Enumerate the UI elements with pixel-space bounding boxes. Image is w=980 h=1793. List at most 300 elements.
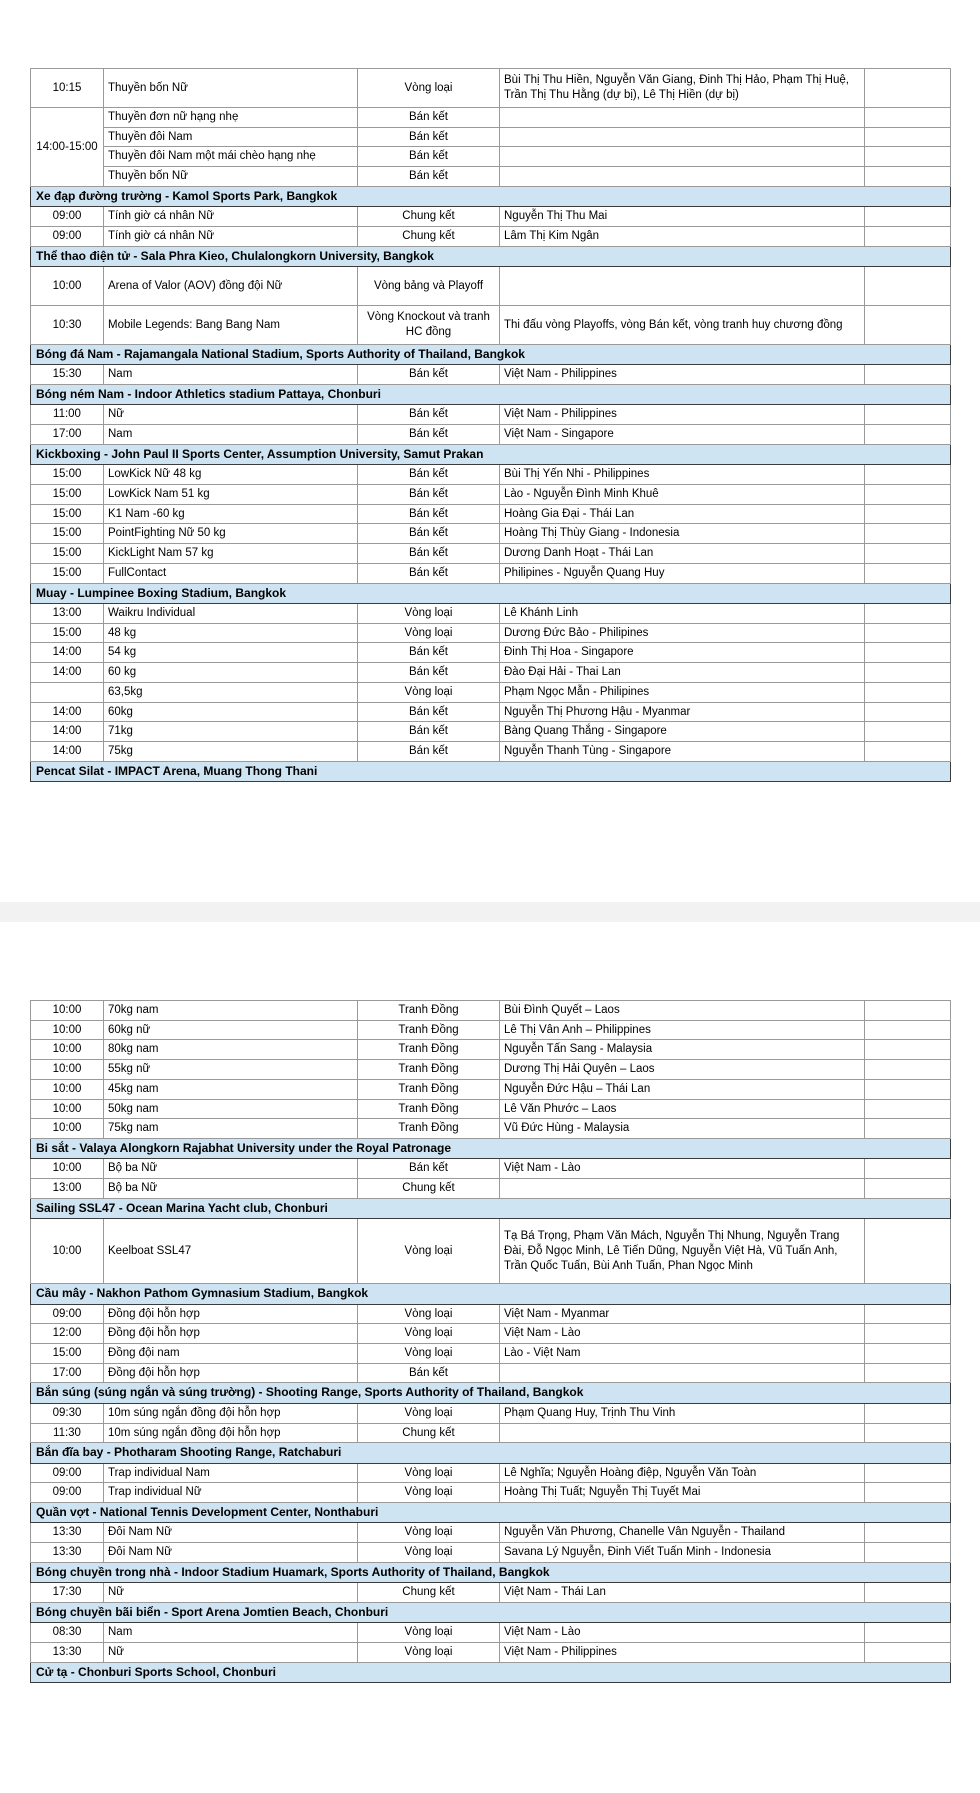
cell-event: 60 kg [104,663,358,683]
cell-time: 14:00 [31,663,104,683]
cell-detail: Bùi Đình Quyết – Laos [500,1001,865,1021]
section-header-row [31,444,951,464]
cell-detail: Hoàng Thị Thùy Giang - Indonesia [500,524,865,544]
section-header-row [31,1198,951,1218]
cell-round: Bán kết [358,663,500,683]
cell-time: 17:00 [31,425,104,445]
page-break-band [0,902,980,922]
page-break-gap-top [0,782,980,902]
cell-extra [865,1304,951,1324]
cell-time: 13:00 [31,1179,104,1199]
schedule-row [31,1543,951,1563]
schedule-row [31,1219,951,1284]
cell-time: 10:15 [31,69,104,108]
cell-event: Tính giờ cá nhân Nữ [104,226,358,246]
cell-extra [865,1363,951,1383]
cell-round: Bán kết [358,1159,500,1179]
section-header-row [31,186,951,206]
cell-time: 13:00 [31,603,104,623]
schedule-row [31,147,951,167]
section-header-row [31,246,951,266]
schedule-row [31,1304,951,1324]
cell-extra [865,1523,951,1543]
cell-round: Bán kết [358,722,500,742]
schedule-row [31,1040,951,1060]
cell-round: Vòng bảng và Playoff [358,267,500,306]
cell-extra [865,1583,951,1603]
cell-extra [865,425,951,445]
cell-extra [865,1423,951,1443]
schedule-row [31,1423,951,1443]
cell-time: 13:30 [31,1523,104,1543]
cell-detail: Bùi Thị Thu Hiền, Nguyễn Văn Giang, Đinh Thị Hảo, Phạm Thị Huệ, Trần Thị Thu Hằng (dự bị), Lê Thị Hiền (dự bị) [500,69,865,108]
cell-time: 15:00 [31,1344,104,1364]
cell-round: Tranh Đồng [358,1060,500,1080]
cell-round: Bán kết [358,741,500,761]
cell-extra [865,127,951,147]
section-header-row [31,1383,951,1403]
schedule-row [31,1159,951,1179]
schedule-row [31,1060,951,1080]
cell-round: Vòng loại [358,1623,500,1643]
cell-event: 10m súng ngắn đồng đội hỗn hợp [104,1423,358,1443]
cell-extra [865,1324,951,1344]
schedule-table-1-wrap [0,68,980,782]
section-header-title: Sailing SSL47 - Ocean Marina Yacht club, Chonburi [31,1198,951,1218]
section-header-row [31,1284,951,1304]
cell-event: Bộ ba Nữ [104,1179,358,1199]
schedule-row [31,623,951,643]
schedule-row [31,1324,951,1344]
cell-time: 09:00 [31,226,104,246]
cell-time: 08:30 [31,1623,104,1643]
cell-detail [500,167,865,187]
cell-extra [865,1119,951,1139]
cell-detail [500,147,865,167]
cell-extra [865,405,951,425]
cell-detail: Nguyễn Văn Phương, Chanelle Vân Nguyễn - Thailand [500,1523,865,1543]
cell-extra [865,563,951,583]
cell-extra [865,306,951,345]
cell-detail: Hoàng Thị Tuất; Nguyễn Thị Tuyết Mai [500,1483,865,1503]
cell-round: Vòng loại [358,69,500,108]
section-header-title: Pencat Silat - IMPACT Arena, Muang Thong Thani [31,761,951,781]
cell-event: Nam [104,425,358,445]
cell-round: Vòng loại [358,1344,500,1364]
cell-time [31,682,104,702]
cell-time: 10:00 [31,1020,104,1040]
schedule-row [31,207,951,227]
schedule-row [31,226,951,246]
cell-detail: Phạm Quang Huy, Trịnh Thu Vinh [500,1403,865,1423]
section-header-title: Quần vợt - National Tennis Development Center, Nonthaburi [31,1503,951,1523]
cell-time: 15:30 [31,365,104,385]
cell-time: 10:00 [31,1219,104,1284]
schedule-row [31,1583,951,1603]
cell-round: Vòng loại [358,1643,500,1663]
cell-event: Tính giờ cá nhân Nữ [104,207,358,227]
cell-extra [865,465,951,485]
cell-extra [865,663,951,683]
cell-detail [500,1363,865,1383]
cell-round: Vòng loại [358,1543,500,1563]
cell-extra [865,1219,951,1284]
cell-detail: Dương Đức Bảo - Philipines [500,623,865,643]
cell-event: 63,5kg [104,682,358,702]
cell-detail: Nguyễn Thị Thu Mai [500,207,865,227]
cell-time: 10:00 [31,1159,104,1179]
cell-extra [865,623,951,643]
cell-round: Bán kết [358,1363,500,1383]
schedule-row [31,741,951,761]
cell-event: FullContact [104,563,358,583]
cell-extra [865,69,951,108]
cell-time: 10:00 [31,1060,104,1080]
schedule-table-2-body [31,1001,951,1683]
cell-extra [865,1001,951,1021]
cell-detail: Nguyễn Tấn Sang - Malaysia [500,1040,865,1060]
cell-event: LowKick Nữ 48 kg [104,465,358,485]
cell-event: Thuyền đôi Nam một mái chèo hạng nhẹ [104,147,358,167]
cell-event: Đôi Nam Nữ [104,1523,358,1543]
cell-round: Bán kết [358,544,500,564]
cell-event: 55kg nữ [104,1060,358,1080]
cell-event: 48 kg [104,623,358,643]
cell-round: Vòng loại [358,1324,500,1344]
cell-round: Bán kết [358,524,500,544]
schedule-row [31,484,951,504]
schedule-row [31,524,951,544]
cell-detail: Hoàng Gia Đại - Thái Lan [500,504,865,524]
cell-round: Bán kết [358,405,500,425]
schedule-row [31,1099,951,1119]
section-header-row [31,1662,951,1682]
page-break-gap-bottom [0,922,980,1000]
cell-extra [865,1020,951,1040]
cell-detail: Lê Nghĩa; Nguyễn Hoàng điệp, Nguyễn Văn Toàn [500,1463,865,1483]
cell-extra [865,524,951,544]
cell-event: 60kg nữ [104,1020,358,1040]
cell-round: Chung kết [358,1179,500,1199]
cell-detail: Dương Danh Hoạt - Thái Lan [500,544,865,564]
cell-time: 10:00 [31,1040,104,1060]
cell-extra [865,1179,951,1199]
cell-extra [865,1060,951,1080]
schedule-row [31,1179,951,1199]
section-header-row [31,583,951,603]
cell-detail: Việt Nam - Lào [500,1159,865,1179]
cell-extra [865,682,951,702]
schedule-row [31,1119,951,1139]
cell-round: Chung kết [358,1423,500,1443]
schedule-row [31,1001,951,1021]
section-header-title: Bóng chuyền bãi biển - Sport Arena Jomtien Beach, Chonburi [31,1602,951,1622]
cell-time: 10:30 [31,306,104,345]
cell-round: Tranh Đồng [358,1001,500,1021]
cell-extra [865,226,951,246]
cell-round: Vòng Knockout và tranh HC đồng [358,306,500,345]
schedule-row [31,267,951,306]
cell-time: 15:00 [31,484,104,504]
cell-round: Tranh Đồng [358,1119,500,1139]
cell-time: 11:00 [31,405,104,425]
schedule-row [31,1643,951,1663]
cell-extra [865,1623,951,1643]
cell-detail: Bàng Quang Thắng - Singapore [500,722,865,742]
cell-event: Nam [104,1623,358,1643]
cell-event: Thuyền bốn Nữ [104,69,358,108]
schedule-row [31,108,951,128]
cell-time: 14:00 [31,741,104,761]
cell-extra [865,1079,951,1099]
cell-extra [865,108,951,128]
cell-detail: Thi đấu vòng Playoffs, vòng Bán kết, vòng tranh huy chương đồng [500,306,865,345]
cell-extra [865,1040,951,1060]
cell-time: 10:00 [31,1119,104,1139]
cell-time: 15:00 [31,504,104,524]
cell-event: Đôi Nam Nữ [104,1543,358,1563]
cell-round: Bán kết [358,504,500,524]
cell-round: Vòng loại [358,1523,500,1543]
cell-round: Tranh Đồng [358,1020,500,1040]
cell-time: 11:30 [31,1423,104,1443]
cell-event: 10m súng ngắn đồng đội hỗn hợp [104,1403,358,1423]
cell-round: Tranh Đồng [358,1079,500,1099]
schedule-row [31,682,951,702]
cell-time: 10:00 [31,1079,104,1099]
cell-time: 10:00 [31,1099,104,1119]
cell-event: Nữ [104,1643,358,1663]
section-header-title: Bóng ném Nam - Indoor Athletics stadium Pattaya, Chonburi [31,385,951,405]
section-header-title: Muay - Lumpinee Boxing Stadium, Bangkok [31,583,951,603]
cell-extra [865,1643,951,1663]
cell-time: 09:30 [31,1403,104,1423]
cell-event: Đồng đội nam [104,1344,358,1364]
schedule-row [31,1523,951,1543]
cell-extra [865,1099,951,1119]
section-header-row [31,1562,951,1582]
section-header-row [31,345,951,365]
cell-extra [865,722,951,742]
schedule-table-2 [30,1000,951,1683]
cell-detail: Lào - Nguyễn Đình Minh Khuê [500,484,865,504]
section-header-title: Bắn súng (súng ngắn và súng trường) - Shooting Range, Sports Authority of Thailand, Bangkok [31,1383,951,1403]
section-header-title: Bắn đĩa bay - Photharam Shooting Range, Ratchaburi [31,1443,951,1463]
cell-event: Thuyền bốn Nữ [104,167,358,187]
cell-time: 09:00 [31,1463,104,1483]
cell-extra [865,702,951,722]
cell-event: Nữ [104,405,358,425]
schedule-row [31,504,951,524]
cell-round: Vòng loại [358,1483,500,1503]
schedule-row [31,306,951,345]
cell-extra [865,267,951,306]
cell-event: 54 kg [104,643,358,663]
cell-round: Bán kết [358,702,500,722]
cell-detail: Philipines - Nguyễn Quang Huy [500,563,865,583]
cell-round: Vòng loại [358,1463,500,1483]
section-header-row [31,385,951,405]
cell-event: 60kg [104,702,358,722]
schedule-row [31,127,951,147]
cell-event: K1 Nam -60 kg [104,504,358,524]
cell-detail: Đào Đại Hải - Thai Lan [500,663,865,683]
cell-event: Thuyền đôi Nam [104,127,358,147]
schedule-row [31,425,951,445]
cell-event: Đồng đội hỗn hợp [104,1363,358,1383]
cell-detail: Việt Nam - Thái Lan [500,1583,865,1603]
section-header-row [31,1602,951,1622]
cell-detail: Đinh Thị Hoa - Singapore [500,643,865,663]
cell-detail: Nguyễn Đức Hậu – Thái Lan [500,1079,865,1099]
schedule-row [31,643,951,663]
section-header-title: Bóng đá Nam - Rajamangala National Stadium, Sports Authority of Thailand, Bangkok [31,345,951,365]
cell-event: LowKick Nam 51 kg [104,484,358,504]
cell-time: 17:00 [31,1363,104,1383]
schedule-row [31,603,951,623]
cell-event: 45kg nam [104,1079,358,1099]
cell-detail: Bùi Thị Yến Nhi - Philippines [500,465,865,485]
cell-extra [865,1463,951,1483]
cell-event: Waikru Individual [104,603,358,623]
cell-round: Bán kết [358,167,500,187]
cell-extra [865,167,951,187]
cell-detail: Dương Thị Hải Quyên – Laos [500,1060,865,1080]
cell-detail: Việt Nam - Lào [500,1623,865,1643]
schedule-row [31,1079,951,1099]
section-header-row [31,761,951,781]
cell-round: Chung kết [358,207,500,227]
cell-time: 15:00 [31,544,104,564]
cell-detail: Lê Khánh Linh [500,603,865,623]
cell-detail [500,1179,865,1199]
cell-extra [865,1403,951,1423]
section-header-row [31,1503,951,1523]
cell-round: Vòng loại [358,682,500,702]
cell-event: 75kg [104,741,358,761]
schedule-row [31,1623,951,1643]
cell-extra [865,741,951,761]
cell-detail: Việt Nam - Philippines [500,405,865,425]
cell-extra [865,1344,951,1364]
cell-event: Keelboat SSL47 [104,1219,358,1284]
cell-detail [500,1423,865,1443]
cell-detail: Lào - Việt Nam [500,1344,865,1364]
cell-round: Tranh Đồng [358,1040,500,1060]
section-header-title: Thể thao điện tử - Sala Phra Kieo, Chulalongkorn University, Bangkok [31,246,951,266]
schedule-row [31,544,951,564]
schedule-table-1-body [31,69,951,782]
cell-round: Vòng loại [358,1403,500,1423]
cell-extra [865,484,951,504]
cell-round: Vòng loại [358,1304,500,1324]
schedule-row [31,1363,951,1383]
schedule-row [31,1344,951,1364]
cell-round: Chung kết [358,1583,500,1603]
schedule-row [31,1020,951,1040]
cell-round: Bán kết [358,484,500,504]
schedule-row [31,1463,951,1483]
cell-round: Bán kết [358,563,500,583]
schedule-table-2-wrap [0,1000,980,1683]
cell-time: 09:00 [31,207,104,227]
section-header-title: Cử tạ - Chonburi Sports School, Chonburi [31,1662,951,1682]
cell-round: Tranh Đồng [358,1099,500,1119]
cell-detail: Lâm Thị Kim Ngân [500,226,865,246]
cell-detail [500,267,865,306]
cell-time: 15:00 [31,465,104,485]
section-header-title: Bóng chuyền trong nhà - Indoor Stadium Huamark, Sports Authority of Thailand, Bangkok [31,1562,951,1582]
cell-extra [865,504,951,524]
cell-round: Chung kết [358,226,500,246]
cell-event: Bộ ba Nữ [104,1159,358,1179]
cell-round: Vòng loại [358,1219,500,1284]
cell-event: Trap individual Nữ [104,1483,358,1503]
cell-detail [500,108,865,128]
cell-event: 50kg nam [104,1099,358,1119]
schedule-row [31,365,951,385]
cell-round: Bán kết [358,108,500,128]
cell-time: 14:00 [31,643,104,663]
cell-detail: Savana Lý Nguyễn, Đinh Viết Tuấn Minh - Indonesia [500,1543,865,1563]
cell-time: 14:00-15:00 [31,108,104,187]
cell-event: Nữ [104,1583,358,1603]
cell-event: Nam [104,365,358,385]
cell-time: 15:00 [31,623,104,643]
cell-time: 12:00 [31,1324,104,1344]
schedule-row [31,465,951,485]
cell-event: Arena of Valor (AOV) đồng đội Nữ [104,267,358,306]
cell-round: Bán kết [358,365,500,385]
cell-detail: Việt Nam - Lào [500,1324,865,1344]
section-header-title: Cầu mây - Nakhon Pathom Gymnasium Stadium, Bangkok [31,1284,951,1304]
bottom-spacer [0,1683,980,1793]
cell-detail: Nguyễn Thị Phương Hậu - Myanmar [500,702,865,722]
cell-time: 17:30 [31,1583,104,1603]
cell-detail: Tạ Bá Trọng, Phạm Văn Mách, Nguyễn Thị Nhung, Nguyễn Trang Đài, Đỗ Ngọc Minh, Lê Tiến Dũng, Nguyễn Việt Hà, Vũ Tuấn Anh, Trần Quốc Tuấn, Bùi Anh Tuấn, Phan Ngọc Minh [500,1219,865,1284]
section-header-title: Xe đạp đường trường - Kamol Sports Park, Bangkok [31,186,951,206]
cell-extra [865,365,951,385]
cell-time: 15:00 [31,524,104,544]
cell-round: Bán kết [358,643,500,663]
top-spacer [0,0,980,68]
schedule-row [31,1403,951,1423]
cell-event: Mobile Legends: Bang Bang Nam [104,306,358,345]
cell-time: 13:30 [31,1643,104,1663]
schedule-row [31,1483,951,1503]
cell-time: 10:00 [31,267,104,306]
cell-extra [865,147,951,167]
cell-time: 09:00 [31,1483,104,1503]
cell-time: 13:30 [31,1543,104,1563]
cell-event: KickLight Nam 57 kg [104,544,358,564]
cell-event: 71kg [104,722,358,742]
section-header-row [31,1443,951,1463]
cell-extra [865,603,951,623]
cell-extra [865,643,951,663]
schedule-row [31,663,951,683]
schedule-table-1 [30,68,951,782]
section-header-title: Bi sắt - Valaya Alongkorn Rajabhat University under the Royal Patronage [31,1139,951,1159]
cell-event: PointFighting Nữ 50 kg [104,524,358,544]
schedule-row [31,702,951,722]
cell-time: 14:00 [31,722,104,742]
cell-detail: Lê Văn Phước – Laos [500,1099,865,1119]
cell-event: 80kg nam [104,1040,358,1060]
cell-detail: Vũ Đức Hùng - Malaysia [500,1119,865,1139]
cell-event: Trap individual Nam [104,1463,358,1483]
cell-event: Thuyền đơn nữ hạng nhẹ [104,108,358,128]
